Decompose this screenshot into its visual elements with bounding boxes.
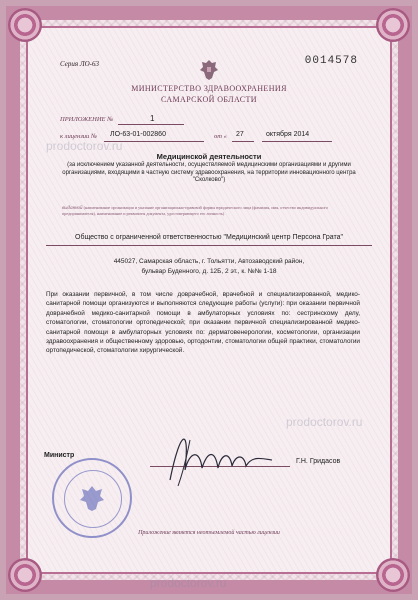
services-text: При оказании первичной, в том числе доврачебной, врачебной и специализированной, медико-санитарной помощи организуются и выполняются следующие работы (услуги): при оказании первичной доврачебной медико-санитарной помощи в амбулаторных условиях по: сестринскому делу, стоматологии, стоматологии ортопедической; при оказании первичной специализированной медико-санитарной помощи в амбулаторных условиях по: дерматовенерологии, косметологии, организации здравоохранения и общественному здоровью, ортодонтии, стоматологии общей практики, стоматологии ортопедической, стоматологии хирургической. bbox=[46, 291, 360, 355]
issued-note-text: (наименование организации и указание организационно-правовой формы юридического лица (фамилия, имя, отчество индивидуального предпринимателя), наименование и реквизиты документа, удостоверяющего его личность) bbox=[62, 205, 329, 216]
signatory-role: Министр bbox=[44, 452, 75, 459]
activity-title: Медицинской деятельности bbox=[156, 152, 262, 161]
official-seal-icon bbox=[52, 458, 132, 538]
license-label: к лицензии № bbox=[60, 133, 98, 140]
organization-name: Общество с ограниченной ответственностью "Медицинский центр Персона Грата" bbox=[75, 234, 343, 241]
issued-label: выданной bbox=[62, 206, 83, 211]
document-number: 0014578 bbox=[304, 55, 358, 67]
issued-note bbox=[62, 205, 352, 216]
license-number: ЛО-63-01-002860 bbox=[110, 131, 166, 138]
corner-rosette-icon bbox=[376, 558, 410, 592]
coat-of-arms-icon bbox=[198, 58, 220, 82]
license-month-year: октября 2014 bbox=[266, 131, 310, 138]
appendix-number: 1 bbox=[150, 114, 155, 123]
footer-note: Приложение является неотъемлемой частью лицензии bbox=[138, 530, 280, 536]
watermark: prodoctorov.ru bbox=[286, 415, 363, 429]
series-label: Серия ЛО-63 bbox=[60, 60, 99, 68]
date-label: от « bbox=[214, 133, 227, 140]
watermark: prodoctorov.ru bbox=[46, 139, 123, 153]
watermark: prodoctorov.ru bbox=[150, 576, 227, 590]
ministry-title-line1: МИНИСТЕРСТВО ЗДРАВООХРАНЕНИЯ bbox=[131, 84, 287, 93]
signature-icon bbox=[160, 420, 280, 490]
activity-subtitle: (за исключением указанной деятельности, осуществляемой медицинскими организациями и другими организациями, входящими в частную систему здравоохранения, на территории инновационного центра "Сколково") bbox=[62, 162, 356, 183]
appendix-label: ПРИЛОЖЕНИЕ № bbox=[60, 116, 114, 123]
corner-rosette-icon bbox=[8, 558, 42, 592]
corner-rosette-icon bbox=[8, 8, 42, 42]
license-day: 27 bbox=[236, 131, 244, 138]
address-line1: 445027, Самарская область, г. Тольятти, Автозаводский район, bbox=[113, 258, 305, 265]
corner-rosette-icon bbox=[376, 8, 410, 42]
ministry-title-line2: САМАРСКОЙ ОБЛАСТИ bbox=[161, 95, 257, 104]
signatory-name: Г.Н. Гридасов bbox=[296, 458, 341, 465]
address-line2: бульвар Буденного, д. 12Б, 2 эт., к. №№ 1-18 bbox=[141, 268, 277, 275]
